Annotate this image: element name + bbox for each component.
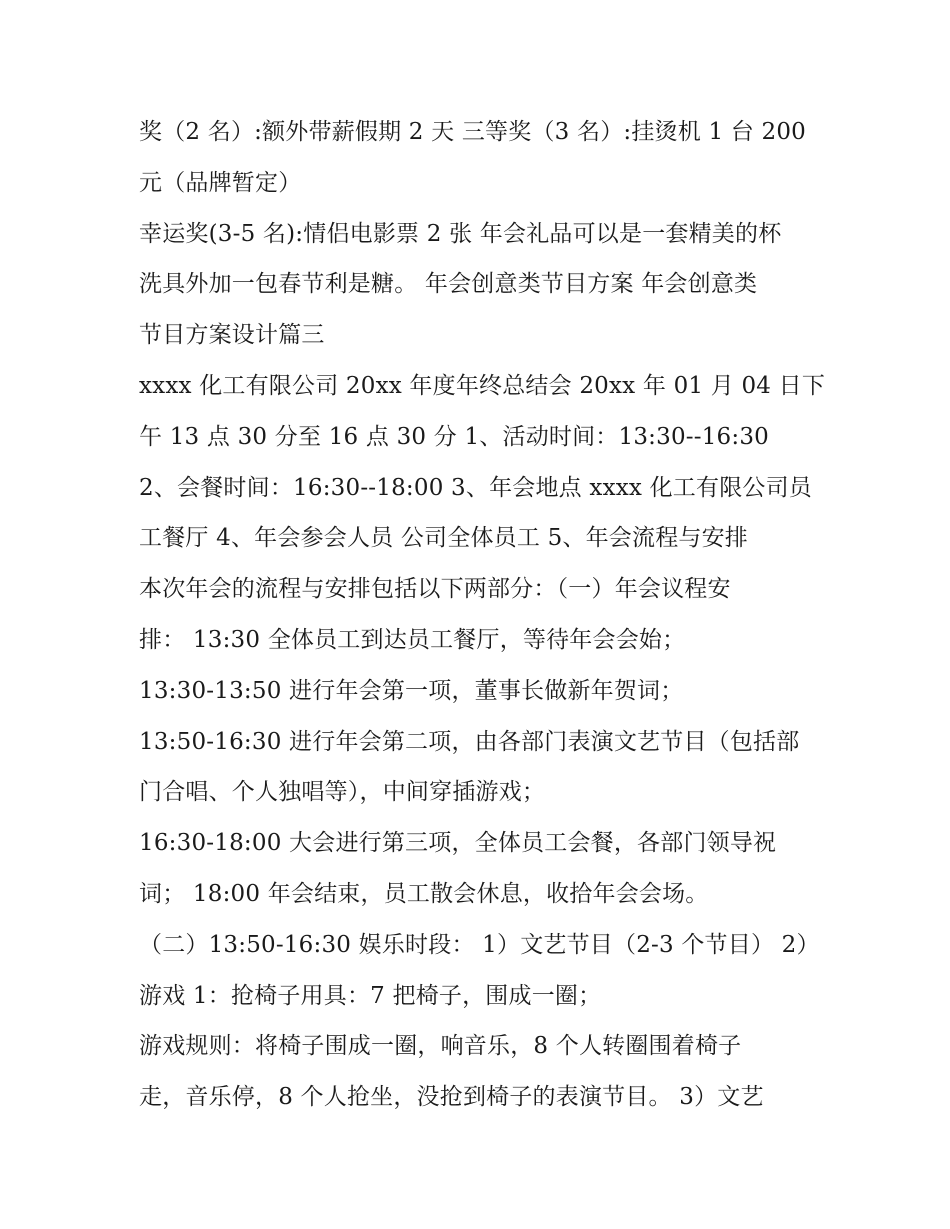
text-line: 排： 13:30 全体员工到达员工餐厅，等待年会会始； bbox=[139, 626, 686, 653]
text-line: 幸运奖(3-5 名):情侣电影票 2 张 年会礼品可以是一套精美的杯 bbox=[139, 220, 782, 247]
text-line: xxxx 化工有限公司 20xx 年度年终总结会 20xx 年 01 月 04 日下 bbox=[139, 372, 826, 399]
text-line: 13:30-13:50 进行年会第一项，董事长做新年贺词； bbox=[139, 677, 684, 704]
text-line: 16:30-18:00 大会进行第三项，全体员工会餐，各部门领导祝 bbox=[139, 830, 777, 857]
text-line: 2、会餐时间：16:30--18:00 3、年会地点 xxxx 化工有限公司员 bbox=[139, 474, 812, 501]
text-line: 午 13 点 30 分至 16 点 30 分 1、活动时间：13:30--16:30 bbox=[139, 423, 770, 450]
text-line: 奖（2 名）:额外带薪假期 2 天 三等奖（3 名）:挂烫机 1 台 200 bbox=[139, 119, 807, 145]
text-line: 词； 18:00 年会结束，员工散会休息，收拾年会会场。 bbox=[139, 880, 709, 907]
text-line: （二）13:50-16:30 娱乐时段： 1）文艺节目（2-3 个节目） 2） bbox=[139, 931, 820, 958]
text-line: 游戏 1：抢椅子用具：7 把椅子，围成一圈； bbox=[139, 982, 602, 1009]
text-line: 门合唱、个人独唱等），中间穿插游戏； bbox=[139, 779, 546, 806]
text-line: 13:50-16:30 进行年会第二项，由各部门表演文艺节目（包括部 bbox=[139, 728, 800, 755]
text-line: 工餐厅 4、年会参会人员 公司全体员工 5、年会流程与安排 bbox=[139, 525, 748, 552]
document-body bbox=[139, 107, 826, 1123]
text-line: 节目方案设计篇三 bbox=[139, 322, 325, 349]
text-line: 游戏规则：将椅子围成一圈，响音乐，8 个人转圈围着椅子 bbox=[139, 1033, 742, 1060]
text-line: 本次年会的流程与安排包括以下两部分：（一）年会议程安 bbox=[139, 576, 731, 603]
text-line: 洗具外加一包春节利是糖。 年会创意类节目方案 年会创意类 bbox=[139, 271, 758, 298]
text-line: 走，音乐停，8 个人抢坐，没抢到椅子的表演节目。 3）文艺 bbox=[139, 1084, 764, 1111]
text-line: 元（品牌暂定） bbox=[139, 169, 302, 196]
